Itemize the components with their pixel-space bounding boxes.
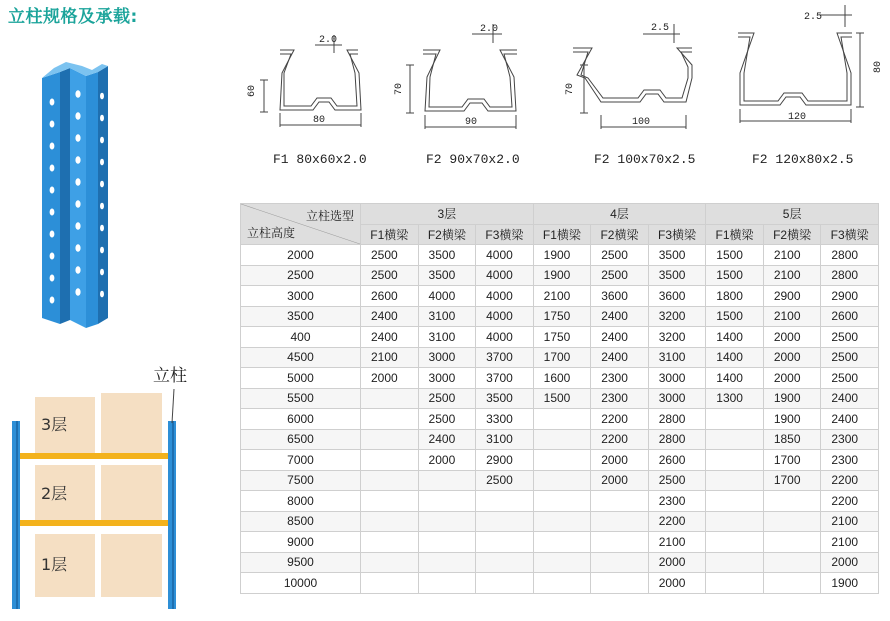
table-row xyxy=(241,470,879,491)
load-cell: 3700 xyxy=(476,347,534,368)
load-cell: 2500 xyxy=(361,245,419,266)
load-cell: 2100 xyxy=(763,245,821,266)
load-cell: 2200 xyxy=(821,491,879,512)
load-cell: 1400 xyxy=(706,327,764,348)
table-row xyxy=(241,265,879,286)
load-cell: 2400 xyxy=(418,429,476,450)
load-cell xyxy=(533,532,591,553)
load-cell: 2300 xyxy=(648,491,706,512)
load-cell: 1700 xyxy=(763,470,821,491)
column-header: F2横梁 xyxy=(591,224,649,245)
load-cell: 2100 xyxy=(763,306,821,327)
load-cell: 2000 xyxy=(648,552,706,573)
load-cell: 2600 xyxy=(821,306,879,327)
load-cell: 2000 xyxy=(763,327,821,348)
load-cell xyxy=(706,552,764,573)
load-cell: 2400 xyxy=(591,347,649,368)
load-cell: 3200 xyxy=(648,327,706,348)
load-cell xyxy=(763,491,821,512)
profile-f1-shape xyxy=(280,50,361,110)
load-cell: 3500 xyxy=(418,245,476,266)
profile-f1-height: 60 xyxy=(247,84,258,97)
load-cell xyxy=(706,491,764,512)
table-row xyxy=(241,429,879,450)
load-cell: 1900 xyxy=(763,388,821,409)
load-cell xyxy=(706,573,764,594)
load-cell: 2400 xyxy=(821,409,879,430)
load-cell: 3000 xyxy=(648,388,706,409)
profile-f2-90-caption: F2 90x70x2.0 xyxy=(426,152,520,167)
load-cell: 2500 xyxy=(418,388,476,409)
load-cell: 2800 xyxy=(648,429,706,450)
load-cell xyxy=(706,511,764,532)
rack-layer-2-label: 2层 xyxy=(41,484,68,503)
load-cell: 2000 xyxy=(418,450,476,471)
load-cell: 2500 xyxy=(821,368,879,389)
load-cell: 2400 xyxy=(361,327,419,348)
load-cell: 4000 xyxy=(476,327,534,348)
table-row xyxy=(241,491,879,512)
load-cell: 2400 xyxy=(361,306,419,327)
height-cell: 400 xyxy=(241,327,361,348)
beam xyxy=(20,453,170,459)
load-cell: 2400 xyxy=(591,306,649,327)
height-cell: 9000 xyxy=(241,532,361,553)
table-corner-header xyxy=(241,204,361,245)
column-header: F3横梁 xyxy=(476,224,534,245)
height-cell: 3000 xyxy=(241,286,361,307)
table-body xyxy=(241,245,879,594)
load-cell xyxy=(476,552,534,573)
height-cell: 4500 xyxy=(241,347,361,368)
profile-f2-100-caption: F2 100x70x2.5 xyxy=(594,152,696,167)
load-cell xyxy=(418,491,476,512)
load-cell: 1400 xyxy=(706,347,764,368)
height-cell: 6500 xyxy=(241,429,361,450)
column-header: F3横梁 xyxy=(648,224,706,245)
load-cell: 2500 xyxy=(361,265,419,286)
load-cell: 2500 xyxy=(821,327,879,348)
load-cell: 1900 xyxy=(533,265,591,286)
load-cell: 2600 xyxy=(361,286,419,307)
load-cell: 3100 xyxy=(648,347,706,368)
load-cell xyxy=(533,573,591,594)
profile-f1-width: 80 xyxy=(313,115,326,126)
load-cell: 2800 xyxy=(648,409,706,430)
load-cell: 2000 xyxy=(763,347,821,368)
column-header: F2横梁 xyxy=(763,224,821,245)
profile-f1-thickness: 2.0 xyxy=(319,35,338,46)
column-header: F1横梁 xyxy=(706,224,764,245)
load-cell: 2000 xyxy=(821,552,879,573)
load-cell xyxy=(476,532,534,553)
load-cell: 3100 xyxy=(418,306,476,327)
load-cell: 2800 xyxy=(821,265,879,286)
load-cell xyxy=(533,552,591,573)
rack-layer-3-label: 3层 xyxy=(41,415,68,434)
box xyxy=(101,393,162,453)
load-cell xyxy=(476,491,534,512)
load-cell xyxy=(533,450,591,471)
height-cell: 9500 xyxy=(241,552,361,573)
load-cell: 2100 xyxy=(361,347,419,368)
table-row xyxy=(241,327,879,348)
load-cell xyxy=(361,450,419,471)
profile-f1-caption: F1 80x60x2.0 xyxy=(273,152,367,167)
rack-illustration xyxy=(8,385,183,613)
load-cell xyxy=(361,470,419,491)
load-cell: 2000 xyxy=(591,470,649,491)
load-cell xyxy=(706,470,764,491)
height-cell: 8000 xyxy=(241,491,361,512)
profile-diagrams xyxy=(240,5,884,145)
load-cell xyxy=(361,388,419,409)
profile-f2-90-shape xyxy=(423,50,517,111)
load-cell: 2500 xyxy=(591,245,649,266)
column-header: F1横梁 xyxy=(361,224,419,245)
load-cell xyxy=(361,409,419,430)
load-cell xyxy=(763,573,821,594)
load-cell: 1600 xyxy=(533,368,591,389)
load-cell: 2800 xyxy=(821,245,879,266)
corner-header-height: 立柱高度 xyxy=(247,226,296,240)
table-row xyxy=(241,368,879,389)
load-cell: 2200 xyxy=(591,429,649,450)
load-cell xyxy=(591,532,649,553)
load-cell: 1300 xyxy=(706,388,764,409)
load-cell: 1400 xyxy=(706,368,764,389)
load-cell: 3000 xyxy=(418,368,476,389)
load-cell: 1750 xyxy=(533,327,591,348)
group-header-4: 4层 xyxy=(533,204,706,225)
profile-f2-120-height: 80 xyxy=(873,60,884,73)
profile-f2-90-width: 90 xyxy=(465,117,478,128)
load-cell: 3600 xyxy=(591,286,649,307)
load-cell: 1500 xyxy=(706,306,764,327)
height-cell: 10000 xyxy=(241,573,361,594)
upright-load-table xyxy=(240,203,879,594)
load-cell: 3700 xyxy=(476,368,534,389)
load-cell: 1500 xyxy=(706,265,764,286)
load-cell: 3500 xyxy=(648,245,706,266)
load-cell: 2500 xyxy=(591,265,649,286)
load-cell xyxy=(361,491,419,512)
load-cell: 2500 xyxy=(418,409,476,430)
load-cell xyxy=(763,552,821,573)
load-cell xyxy=(706,532,764,553)
load-cell: 4000 xyxy=(476,265,534,286)
load-cell xyxy=(361,532,419,553)
load-cell: 2200 xyxy=(648,511,706,532)
load-cell xyxy=(476,573,534,594)
load-cell xyxy=(591,552,649,573)
profile-f2-90-thickness: 2.0 xyxy=(480,24,499,35)
height-cell: 8500 xyxy=(241,511,361,532)
load-cell: 2900 xyxy=(763,286,821,307)
upright-label: 立柱 xyxy=(153,366,187,386)
load-cell: 1850 xyxy=(763,429,821,450)
load-cell xyxy=(361,573,419,594)
table-row xyxy=(241,573,879,594)
load-cell xyxy=(418,552,476,573)
load-cell xyxy=(418,470,476,491)
profile-f2-120-shape xyxy=(738,33,852,105)
load-cell: 2200 xyxy=(821,470,879,491)
load-cell: 3200 xyxy=(648,306,706,327)
profile-f2-120-thickness: 2.5 xyxy=(804,12,823,23)
load-cell xyxy=(533,511,591,532)
height-cell: 7500 xyxy=(241,470,361,491)
load-cell xyxy=(706,450,764,471)
table-row xyxy=(241,532,879,553)
load-cell xyxy=(361,429,419,450)
profile-f2-100-shape xyxy=(573,48,692,102)
load-cell: 3500 xyxy=(418,265,476,286)
load-cell: 3300 xyxy=(476,409,534,430)
load-cell: 1700 xyxy=(763,450,821,471)
column-header: F3横梁 xyxy=(821,224,879,245)
load-cell: 2000 xyxy=(361,368,419,389)
group-header-5: 5层 xyxy=(706,204,879,225)
table-row xyxy=(241,245,879,266)
load-cell: 2300 xyxy=(821,450,879,471)
load-cell: 2100 xyxy=(821,511,879,532)
beam xyxy=(20,520,170,526)
load-cell: 3500 xyxy=(648,265,706,286)
load-cell: 2100 xyxy=(648,532,706,553)
load-cell xyxy=(763,511,821,532)
load-cell: 1900 xyxy=(533,245,591,266)
height-cell: 3500 xyxy=(241,306,361,327)
load-cell: 2900 xyxy=(476,450,534,471)
load-cell: 1750 xyxy=(533,306,591,327)
height-cell: 5500 xyxy=(241,388,361,409)
group-header-3: 3层 xyxy=(361,204,534,225)
profile-f2-120-caption: F2 120x80x2.5 xyxy=(752,152,854,167)
load-cell xyxy=(706,409,764,430)
load-cell xyxy=(418,573,476,594)
table-row xyxy=(241,450,879,471)
load-cell: 3000 xyxy=(648,368,706,389)
box xyxy=(101,465,162,520)
profile-f2-120-width: 120 xyxy=(788,112,807,123)
load-cell: 2300 xyxy=(591,388,649,409)
profile-f2-100-width: 100 xyxy=(632,117,651,128)
load-cell: 4000 xyxy=(418,286,476,307)
load-cell: 2500 xyxy=(648,470,706,491)
height-cell: 2500 xyxy=(241,265,361,286)
load-cell xyxy=(533,491,591,512)
table-row xyxy=(241,511,879,532)
load-cell: 2100 xyxy=(763,265,821,286)
table-row xyxy=(241,552,879,573)
load-cell: 2900 xyxy=(821,286,879,307)
table-row xyxy=(241,306,879,327)
page-title: 立柱规格及承载: xyxy=(8,7,138,27)
table-row xyxy=(241,409,879,430)
load-cell: 3100 xyxy=(476,429,534,450)
load-cell: 3600 xyxy=(648,286,706,307)
load-cell: 1500 xyxy=(706,245,764,266)
load-cell: 1500 xyxy=(533,388,591,409)
load-cell xyxy=(418,532,476,553)
height-cell: 2000 xyxy=(241,245,361,266)
load-cell xyxy=(533,429,591,450)
box xyxy=(101,534,162,597)
table-row xyxy=(241,388,879,409)
load-cell: 1900 xyxy=(821,573,879,594)
load-cell: 3000 xyxy=(418,347,476,368)
load-cell: 2400 xyxy=(821,388,879,409)
load-cell: 2300 xyxy=(591,368,649,389)
height-cell: 7000 xyxy=(241,450,361,471)
load-cell: 2100 xyxy=(533,286,591,307)
load-cell: 3500 xyxy=(476,388,534,409)
load-cell xyxy=(361,511,419,532)
rack-layer-1-label: 1层 xyxy=(41,555,68,574)
table-row xyxy=(241,347,879,368)
load-cell xyxy=(476,511,534,532)
load-cell: 2000 xyxy=(763,368,821,389)
load-cell: 2200 xyxy=(591,409,649,430)
load-cell: 2500 xyxy=(476,470,534,491)
load-cell: 2000 xyxy=(591,450,649,471)
load-cell: 1700 xyxy=(533,347,591,368)
load-cell xyxy=(418,511,476,532)
load-cell xyxy=(763,532,821,553)
load-cell: 1800 xyxy=(706,286,764,307)
load-cell xyxy=(591,491,649,512)
height-cell: 6000 xyxy=(241,409,361,430)
load-cell: 2100 xyxy=(821,532,879,553)
load-cell: 4000 xyxy=(476,245,534,266)
corner-header-model: 立柱选型 xyxy=(305,209,354,223)
table-row xyxy=(241,286,879,307)
load-cell: 4000 xyxy=(476,286,534,307)
load-cell xyxy=(361,552,419,573)
load-cell: 2000 xyxy=(648,573,706,594)
load-cell xyxy=(591,511,649,532)
column-header: F1横梁 xyxy=(533,224,591,245)
load-cell: 4000 xyxy=(476,306,534,327)
load-cell: 3100 xyxy=(418,327,476,348)
load-cell: 2500 xyxy=(821,347,879,368)
profile-f2-100-height: 70 xyxy=(565,82,576,95)
load-cell: 2300 xyxy=(821,429,879,450)
profile-f2-100-thickness: 2.5 xyxy=(651,23,670,34)
load-cell: 1900 xyxy=(763,409,821,430)
profile-f2-90-height: 70 xyxy=(394,82,405,95)
load-cell xyxy=(591,573,649,594)
column-header: F2横梁 xyxy=(418,224,476,245)
upright-column-illustration xyxy=(36,62,126,332)
load-cell xyxy=(533,470,591,491)
load-cell: 2600 xyxy=(648,450,706,471)
height-cell: 5000 xyxy=(241,368,361,389)
load-cell: 2400 xyxy=(591,327,649,348)
load-cell xyxy=(533,409,591,430)
load-cell xyxy=(706,429,764,450)
